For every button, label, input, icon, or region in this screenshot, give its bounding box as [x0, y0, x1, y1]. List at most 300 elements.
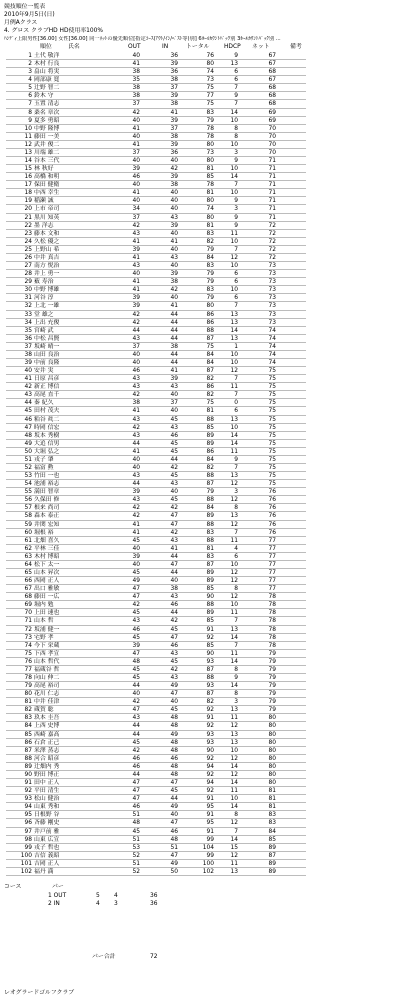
name-cell: 福蔵谷 哲	[34, 666, 60, 673]
hdcp-cell: 9	[234, 198, 238, 205]
total-cell: 81	[206, 190, 214, 197]
rank-cell: 68	[24, 594, 32, 601]
hdcp-cell: 7	[234, 101, 238, 108]
rank-cell: 42	[24, 384, 32, 391]
table-row	[6, 819, 306, 827]
net-cell: 72	[268, 222, 276, 229]
rank-cell: 46	[24, 416, 32, 423]
hdcp-cell: 1	[234, 343, 238, 350]
rank-cell: 49	[24, 440, 32, 447]
in-cell: 48	[170, 771, 178, 778]
name-cell: 林 秋好	[34, 166, 54, 173]
table-row	[6, 319, 306, 327]
out-cell: 48	[132, 658, 140, 665]
hdcp-cell: 6	[234, 69, 238, 76]
net-cell: 73	[268, 279, 276, 286]
hdcp-cell: 10	[230, 117, 238, 124]
name-cell: 福丹 満	[34, 868, 54, 875]
out-cell: 40	[132, 456, 140, 463]
rank-cell: 62	[24, 545, 32, 552]
hdcp-cell: 7	[234, 182, 238, 189]
out-cell: 47	[132, 780, 140, 787]
rank-cell: 67	[24, 586, 32, 593]
rank-cell: 57	[24, 505, 32, 512]
rank-cell: 55	[24, 489, 32, 496]
rank-cell: 6	[28, 93, 32, 100]
table-row	[6, 254, 306, 262]
name-cell: 中井 真吉	[34, 254, 60, 261]
total-cell: 87	[206, 561, 214, 568]
name-cell: 土代 敬洋	[34, 53, 60, 59]
net-cell: 83	[268, 812, 276, 819]
table-row	[6, 125, 306, 133]
net-cell: 76	[268, 489, 276, 496]
table-row	[6, 722, 306, 730]
event-name: 月例Aクラス	[4, 20, 38, 26]
name-cell: 西崎 嘉高	[34, 731, 60, 738]
total-cell: 84	[206, 456, 214, 463]
in-cell: 38	[170, 133, 178, 140]
hdcp-cell: 11	[230, 384, 238, 391]
out-cell: 53	[132, 844, 140, 851]
rank-cell: 87	[24, 747, 32, 754]
hdcp-cell: 14	[230, 327, 238, 334]
table-row	[6, 860, 306, 868]
total-cell: 76	[206, 53, 214, 59]
in-cell: 45	[170, 788, 178, 795]
name-cell: 上西 史博	[34, 723, 60, 730]
in-cell: 41	[170, 545, 178, 552]
in-cell: 40	[170, 230, 178, 237]
total-cell: 80	[206, 198, 214, 205]
in-cell: 47	[170, 852, 178, 859]
in-cell: 49	[170, 731, 178, 738]
hdcp-cell: 11	[230, 448, 238, 455]
name-cell: 根来 尚司	[34, 505, 60, 512]
table-row	[6, 424, 306, 432]
out-cell: 42	[132, 109, 140, 116]
name-cell: 山東 秀和	[34, 804, 60, 811]
out-cell: 37	[132, 101, 140, 108]
in-cell: 46	[170, 432, 178, 439]
in-cell: 44	[170, 359, 178, 366]
in-cell: 49	[170, 683, 178, 690]
rank-cell: 37	[24, 343, 32, 350]
in-cell: 41	[170, 238, 178, 245]
out-cell: 41	[132, 141, 140, 148]
hdcp-cell: 10	[230, 796, 238, 803]
table-row	[6, 432, 306, 440]
table-row	[6, 311, 306, 319]
out-cell: 45	[132, 739, 140, 746]
rank-cell: 72	[24, 626, 32, 633]
net-cell: 73	[268, 303, 276, 310]
name-cell: 大追 信男	[34, 440, 60, 447]
total-cell: 81	[206, 545, 214, 552]
name-cell: 岡部康 寛	[34, 77, 60, 84]
hdcp-cell: 13	[230, 319, 238, 326]
total-cell: 91	[206, 715, 214, 722]
total-cell: 79	[206, 295, 214, 302]
name-cell: 池浦 裕志	[34, 481, 60, 488]
in-cell: 40	[170, 812, 178, 819]
out-cell: 40	[132, 198, 140, 205]
rank-cell: 50	[24, 448, 32, 455]
net-cell: 73	[268, 287, 276, 294]
table-row	[6, 68, 306, 76]
out-cell: 42	[132, 505, 140, 512]
out-cell: 41	[132, 190, 140, 197]
out-cell: 37	[132, 149, 140, 156]
name-cell: 坂崎 晴一	[34, 343, 60, 350]
hdcp-cell: 10	[230, 263, 238, 270]
total-cell: 91	[206, 812, 214, 819]
par-label: パー	[52, 884, 64, 890]
in-cell: 40	[170, 578, 178, 585]
in-cell: 44	[170, 796, 178, 803]
name-cell: 平田 清生	[34, 788, 60, 795]
hdcp-cell: 8	[234, 133, 238, 140]
out-cell: 39	[132, 642, 140, 649]
in-cell: 45	[170, 626, 178, 633]
total-cell: 82	[206, 699, 214, 706]
total-cell: 74	[206, 206, 214, 213]
out-cell: 41	[132, 448, 140, 455]
table-row	[6, 642, 306, 650]
rank-cell: 102	[20, 868, 32, 875]
name-cell: 松下 太一	[34, 561, 60, 568]
club-name: レオグラードゴルフクラブ	[4, 990, 75, 996]
total-cell: 81	[206, 222, 214, 229]
hdcp-cell: 6	[234, 77, 238, 84]
total-cell: 91	[206, 828, 214, 835]
out-cell: 35	[132, 77, 140, 84]
in-cell: 44	[170, 553, 178, 560]
rank-cell: 31	[24, 295, 32, 302]
name-cell: 田中 正人	[34, 780, 60, 787]
hdcp-cell: 11	[230, 230, 238, 237]
in-cell: 46	[170, 642, 178, 649]
out-cell: 51	[132, 812, 140, 819]
total-cell: 85	[206, 586, 214, 593]
in-cell: 46	[170, 755, 178, 762]
in-cell: 47	[170, 691, 178, 698]
net-cell: 78	[268, 626, 276, 633]
name-cell: 田村 茂夫	[34, 408, 60, 415]
total-cell: 80	[206, 158, 214, 165]
table-row	[6, 205, 306, 213]
out-cell: 39	[132, 489, 140, 496]
table-row	[6, 569, 306, 577]
net-cell: 89	[268, 844, 276, 851]
hdcp-cell: 13	[230, 311, 238, 318]
out-cell: 47	[132, 788, 140, 795]
out-cell: 39	[132, 246, 140, 253]
table-row	[6, 553, 306, 561]
total-cell: 78	[206, 133, 214, 140]
hdcp-cell: 7	[234, 85, 238, 92]
hdcp-cell: 14	[230, 683, 238, 690]
table-row	[6, 375, 306, 383]
total-cell: 84	[206, 254, 214, 261]
name-cell: 花川 仁志	[34, 691, 60, 698]
total-cell: 90	[206, 747, 214, 754]
out-cell: 44	[132, 771, 140, 778]
total-cell: 75	[206, 85, 214, 92]
rank-cell: 63	[24, 553, 32, 560]
out-cell: 47	[132, 594, 140, 601]
hdcp-cell: 7	[234, 529, 238, 536]
net-cell: 72	[268, 230, 276, 237]
net-cell: 79	[268, 683, 276, 690]
in-cell: 43	[170, 214, 178, 221]
table-row	[6, 634, 306, 642]
total-cell: 93	[206, 731, 214, 738]
hdcp-cell: 15	[230, 844, 238, 851]
in-cell: 44	[170, 570, 178, 576]
table-row	[6, 92, 306, 100]
course-row: 1 OUT 5 4 36	[48, 892, 158, 899]
name-cell: 山東 広宣	[34, 836, 60, 843]
total-cell: 83	[206, 263, 214, 270]
rank-cell: 13	[24, 149, 32, 156]
total-cell: 83	[206, 529, 214, 536]
hdcp-cell: 13	[230, 739, 238, 746]
total-cell: 75	[206, 101, 214, 108]
hdcp-cell: 7	[234, 464, 238, 471]
in-cell: 45	[170, 448, 178, 455]
hdcp-cell: 10	[230, 747, 238, 754]
hdcp-cell: 8	[234, 691, 238, 698]
total-cell: 89	[206, 610, 214, 617]
in-cell: 43	[170, 650, 178, 657]
hdcp-cell: 12	[230, 521, 238, 528]
in-cell: 40	[170, 408, 178, 415]
table-row	[6, 246, 306, 254]
in-cell: 38	[170, 586, 178, 593]
in-cell: 45	[170, 473, 178, 480]
rank-cell: 78	[24, 675, 32, 682]
out-cell: 40	[132, 351, 140, 358]
out-cell: 42	[132, 602, 140, 609]
name-cell: 中野 隆博	[34, 125, 60, 132]
rank-cell: 32	[24, 303, 32, 310]
name-cell: 稲瀬 誠	[34, 198, 54, 205]
rank-cell: 97	[24, 828, 32, 835]
net-cell: 76	[268, 513, 276, 520]
name-cell: 坂本 秀樹	[34, 432, 60, 439]
net-cell: 73	[268, 295, 276, 302]
hdcp-cell: 3	[234, 149, 238, 156]
out-cell: 40	[132, 182, 140, 189]
net-cell: 79	[268, 691, 276, 698]
name-cell: 今下 栄蔵	[34, 642, 60, 649]
table-row	[6, 270, 306, 278]
course-row: 2 IN 4 3 36	[48, 901, 158, 908]
name-cell: 河谷 淳	[34, 295, 54, 302]
total-cell: 79	[206, 271, 214, 278]
net-cell: 80	[268, 715, 276, 722]
table-row	[6, 585, 306, 593]
in-cell: 40	[170, 206, 178, 213]
hdcp-cell: 12	[230, 578, 238, 585]
name-cell: 谷本 三代	[34, 158, 60, 165]
course-summary	[4, 884, 204, 910]
hdcp-cell: 12	[230, 497, 238, 504]
name-cell: 玖本 圭吾	[34, 715, 60, 722]
total-cell: 86	[206, 384, 214, 391]
in-cell: 43	[170, 384, 178, 391]
out-cell: 40	[132, 271, 140, 278]
hdcp-cell: 14	[230, 658, 238, 665]
net-cell: 81	[268, 788, 276, 795]
name-cell: 辻野 智二	[34, 85, 60, 92]
total-cell: 86	[206, 448, 214, 455]
name-cell: 松山 健治	[34, 796, 60, 803]
net-cell: 74	[268, 351, 276, 358]
total-cell: 80	[206, 141, 214, 148]
rank-cell: 93	[24, 796, 32, 803]
total-cell: 85	[206, 642, 214, 649]
in-cell: 40	[170, 158, 178, 165]
table-row	[6, 165, 306, 173]
out-cell: 42	[132, 319, 140, 326]
table-row	[6, 690, 306, 698]
total-cell: 102	[202, 868, 214, 875]
total-cell: 87	[206, 335, 214, 342]
in-cell: 40	[170, 295, 178, 302]
rank-cell: 96	[24, 820, 32, 827]
out-cell: 51	[132, 836, 140, 843]
name-cell: 野田 博正	[34, 771, 60, 778]
in-cell: 40	[170, 392, 178, 399]
net-cell: 77	[268, 561, 276, 568]
out-cell: 40	[132, 117, 140, 124]
name-cell: 上野山 希	[34, 246, 60, 253]
out-cell: 37	[132, 214, 140, 221]
hdcp-cell: 3	[234, 206, 238, 213]
table-row	[6, 133, 306, 141]
rank-cell: 35	[24, 327, 32, 334]
total-cell: 92	[206, 634, 214, 641]
rank-cell: 85	[24, 731, 32, 738]
out-cell: 40	[132, 53, 140, 59]
name-cell: 墨 洋志	[34, 222, 54, 229]
net-cell: 71	[268, 190, 276, 197]
out-cell: 46	[132, 763, 140, 770]
rank-cell: 22	[24, 222, 32, 229]
hdcp-cell: 7	[234, 376, 238, 383]
out-cell: 40	[132, 133, 140, 140]
total-cell: 82	[206, 392, 214, 399]
name-cell: 山田 良治	[34, 351, 60, 358]
in-cell: 37	[170, 125, 178, 132]
table-row	[6, 763, 306, 771]
net-cell: 79	[268, 699, 276, 706]
net-cell: 75	[268, 416, 276, 423]
table-row	[6, 698, 306, 706]
total-cell: 80	[206, 303, 214, 310]
table-row	[6, 480, 306, 488]
hdcp-cell: 9	[234, 53, 238, 59]
rank-cell: 26	[24, 254, 32, 261]
in-cell: 42	[170, 464, 178, 471]
table-row	[6, 537, 306, 545]
column-total: トータル	[186, 44, 210, 50]
rank-cell: 2	[28, 61, 32, 68]
net-cell: 77	[268, 553, 276, 560]
table-row	[6, 787, 306, 795]
rank-cell: 18	[24, 190, 32, 197]
rank-cell: 83	[24, 715, 32, 722]
rank-cell: 11	[24, 133, 32, 140]
total-cell: 92	[206, 707, 214, 714]
total-cell: 88	[206, 416, 214, 423]
name-cell: 石倉 正己	[34, 739, 60, 746]
table-row	[6, 383, 306, 391]
table-row	[6, 666, 306, 674]
table-row	[6, 286, 306, 294]
rank-cell: 33	[24, 311, 32, 318]
net-cell: 75	[268, 424, 276, 431]
total-cell: 81	[206, 408, 214, 415]
total-cell: 79	[206, 489, 214, 496]
out-cell: 44	[132, 683, 140, 690]
rank-cell: 43	[24, 392, 32, 399]
total-cell: 82	[206, 376, 214, 383]
total-cell: 88	[206, 473, 214, 480]
table-row	[6, 278, 306, 286]
out-cell: 40	[132, 691, 140, 698]
name-cell: 鈴木 守	[34, 93, 54, 100]
name-cell: 辻畑内 秀	[34, 763, 60, 770]
net-cell: 75	[268, 440, 276, 447]
total-cell: 95	[206, 804, 214, 811]
hdcp-cell: 12	[230, 594, 238, 601]
rank-cell: 7	[28, 101, 32, 108]
net-cell: 75	[268, 368, 276, 375]
rank-cell: 29	[24, 279, 32, 286]
rank-cell: 25	[24, 246, 32, 253]
out-cell: 52	[132, 852, 140, 859]
hdcp-cell: 14	[230, 634, 238, 641]
in-cell: 42	[170, 618, 178, 625]
table-row	[6, 262, 306, 270]
rank-cell: 88	[24, 755, 32, 762]
name-cell: 米澤 蒸志	[34, 747, 60, 754]
out-cell: 42	[132, 513, 140, 520]
in-cell: 43	[170, 537, 178, 544]
name-cell: 大堀 弘之	[34, 448, 60, 455]
name-cell: 薮 寿治	[34, 279, 54, 286]
out-cell: 41	[132, 408, 140, 415]
rank-cell: 100	[20, 852, 32, 859]
in-cell: 43	[170, 675, 178, 682]
total-cell: 79	[206, 279, 214, 286]
in-cell: 39	[170, 271, 178, 278]
total-cell: 82	[206, 238, 214, 245]
total-cell: 84	[206, 351, 214, 358]
out-cell: 45	[132, 537, 140, 544]
name-cell: 戎子 哲也	[34, 844, 60, 851]
name-cell: 南方 悦治	[34, 263, 60, 270]
name-cell: 時岡 信宏	[34, 424, 60, 431]
table-row	[6, 407, 306, 415]
total-cell: 89	[206, 440, 214, 447]
total-cell: 87	[206, 481, 214, 488]
table-row	[6, 577, 306, 585]
hdcp-cell: 7	[234, 246, 238, 253]
